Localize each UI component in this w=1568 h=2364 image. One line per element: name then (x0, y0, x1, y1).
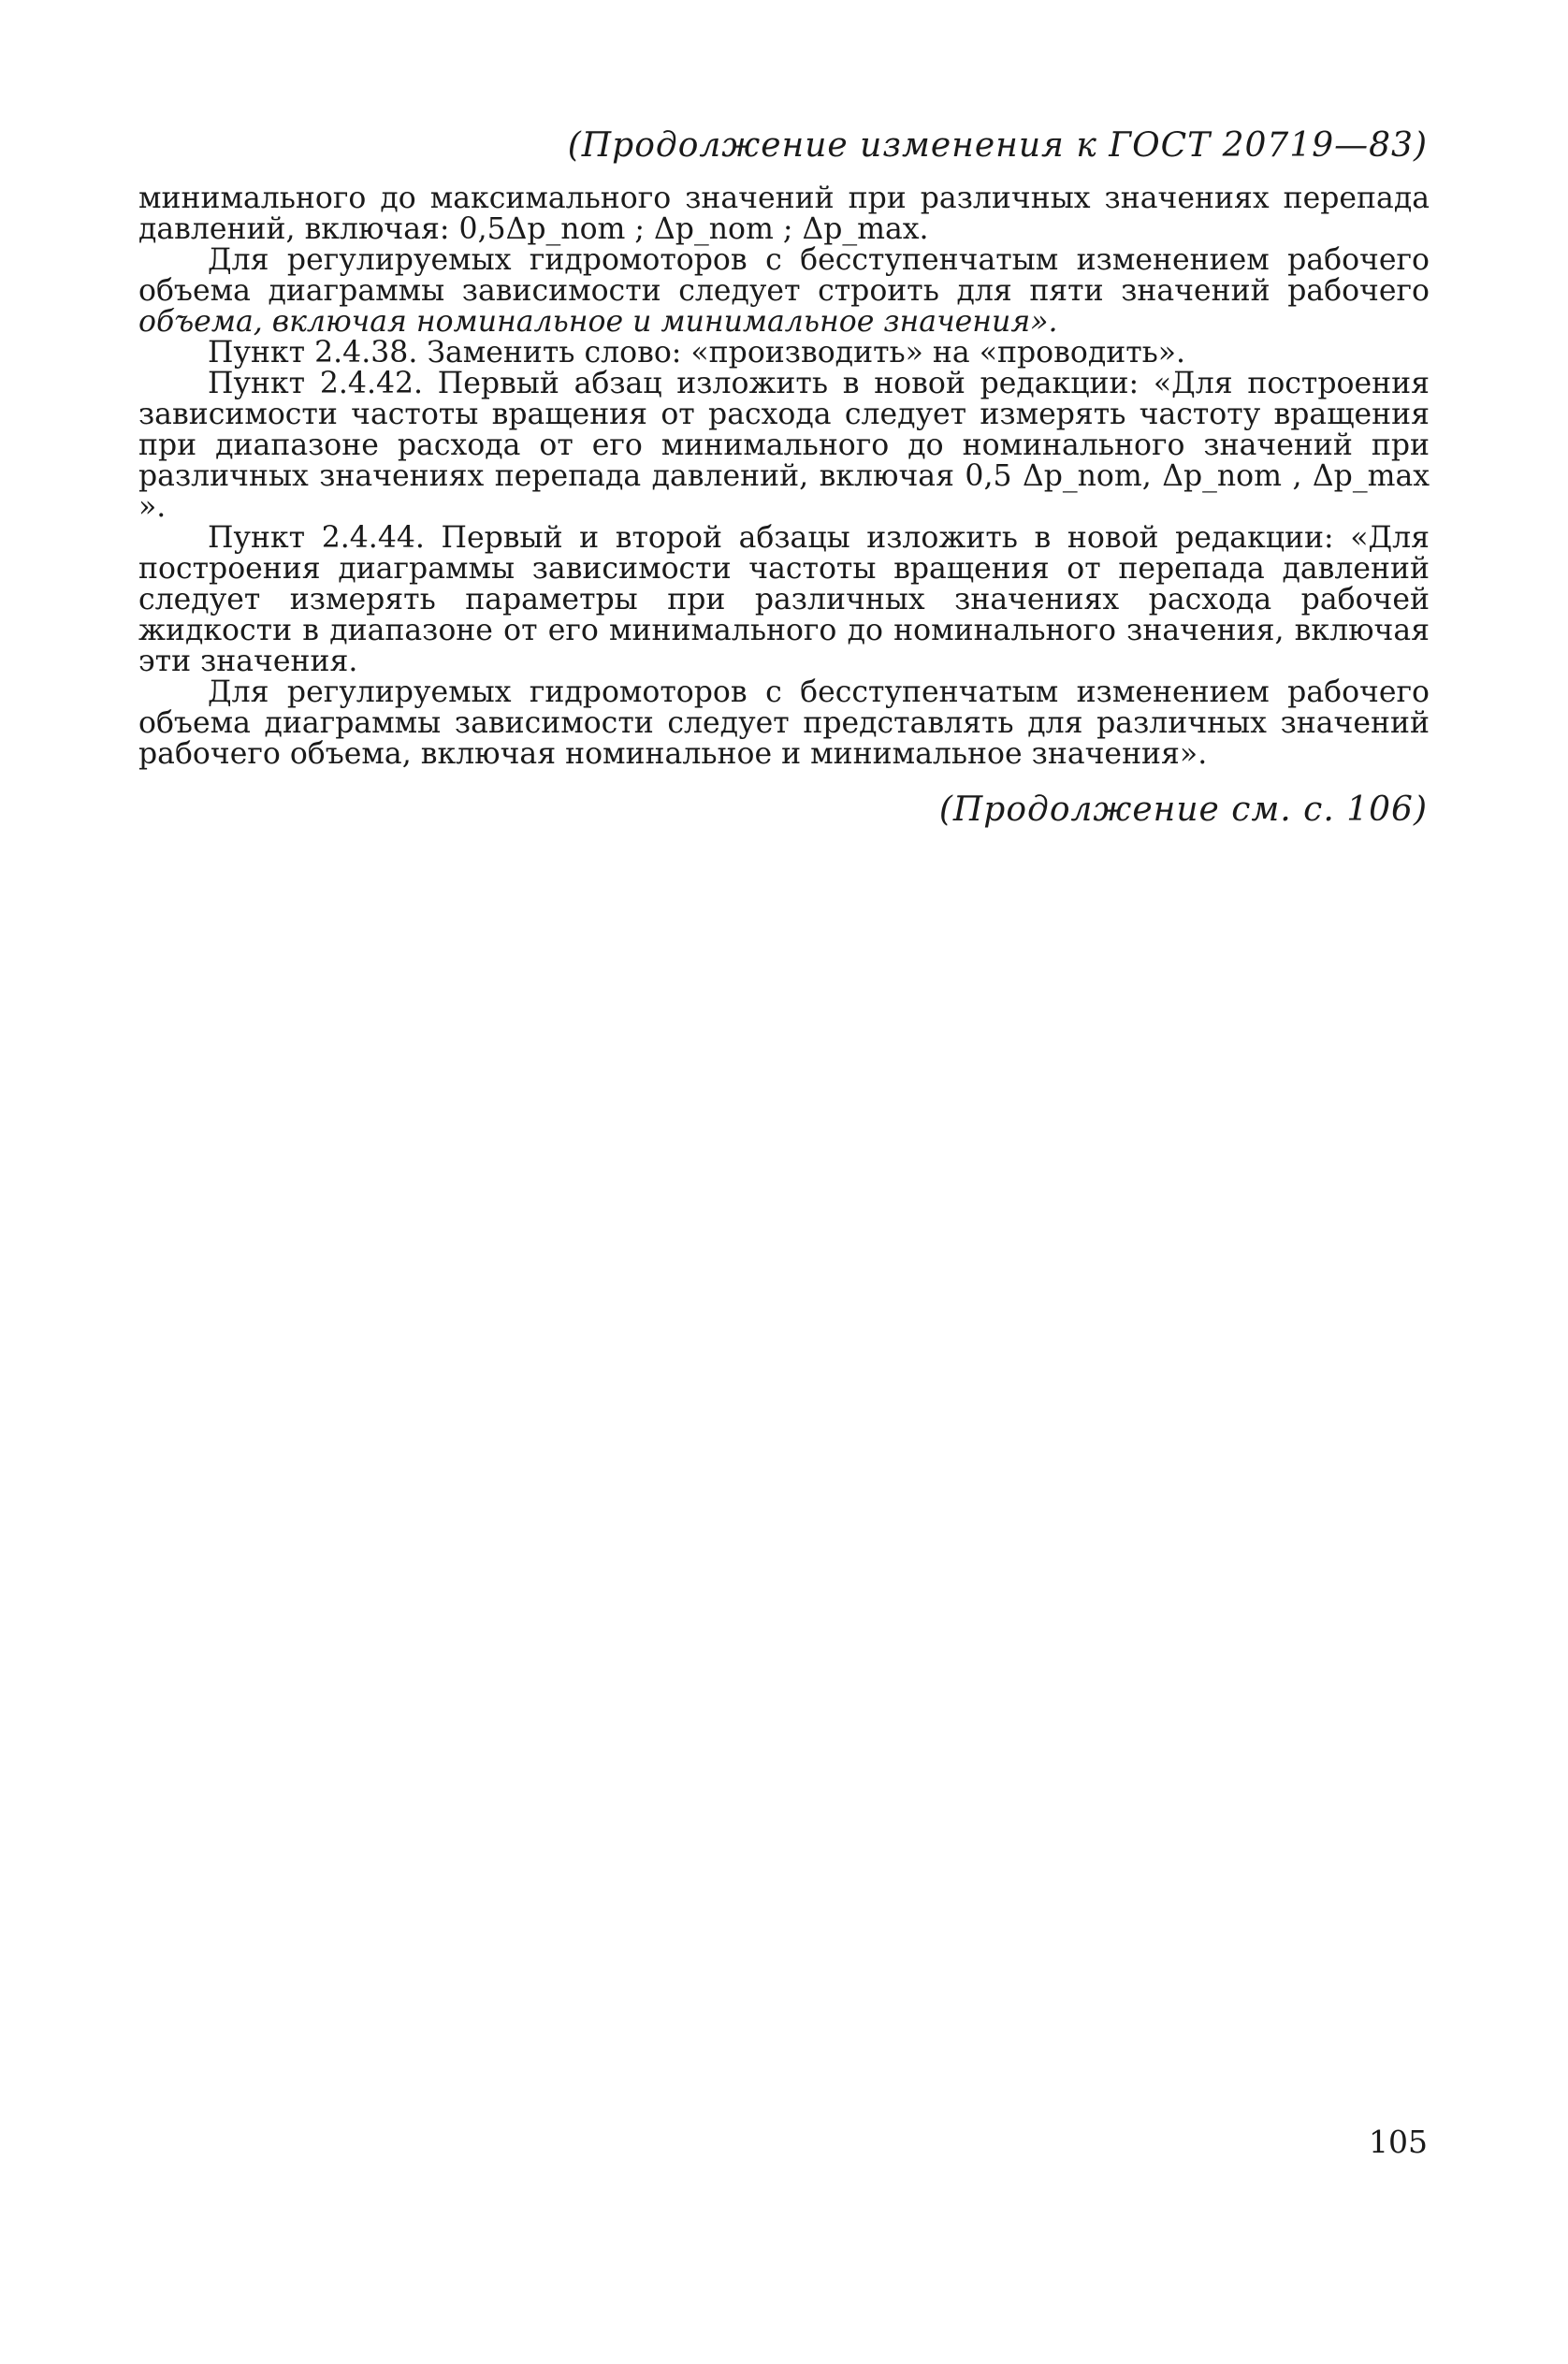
paragraph-item-2-4-42: Пункт 2.4.42. Первый абзац изложить в новой редакции: «Для построения зависимости частоты вращения от расхода следует измерять частоту вращения при диапазоне расхода от его минимального до номинального значений при различных значениях перепада давлений, включая 0,5 Δp_nom, Δp_nom , Δp_max ». (138, 367, 1430, 524)
paragraph-regulated-motors-2: Для регулируемых гидромоторов с бесступенчатым изменением рабочего объема диаграммы зависимости следует представлять для различных значений рабочего объема, включая номинальное и минимальное значения». (138, 675, 1430, 771)
paragraph-continuation: минимального до максимального значений при различных значениях перепада давлений, включая: 0,5Δp_nom ; Δp_nom ; Δp_max. (138, 181, 1430, 246)
continuation-note: (Продолжение см. с. 106) (938, 790, 1428, 829)
paragraph-regulated-motors-text: Для регулируемых гидромоторов с бесступенчатым изменением рабочего объема диаграммы зависимости следует строить для пяти значений рабочего (138, 243, 1430, 308)
body-text (138, 183, 1430, 770)
paragraph-regulated-motors-italic: объема, включая номинальное и минимальное значения». (138, 305, 1058, 339)
page-number: 105 (1369, 2124, 1428, 2160)
running-header: (Продолжение изменения к ГОСТ 20719—83) (567, 126, 1428, 165)
paragraph-item-2-4-38: Пункт 2.4.38. Заменить слово: «производить» на «проводить». (208, 336, 1186, 370)
paragraph-regulated-motors (138, 245, 1430, 338)
paragraph-item-2-4-44: Пункт 2.4.44. Первый и второй абзацы изложить в новой редакции: «Для построения диаграммы зависимости частоты вращения от перепада давлений следует измерять параметры при различных значениях расхода рабочей жидкости в диапазоне от его минимального до номинального значения, включая эти значения. (138, 521, 1430, 678)
